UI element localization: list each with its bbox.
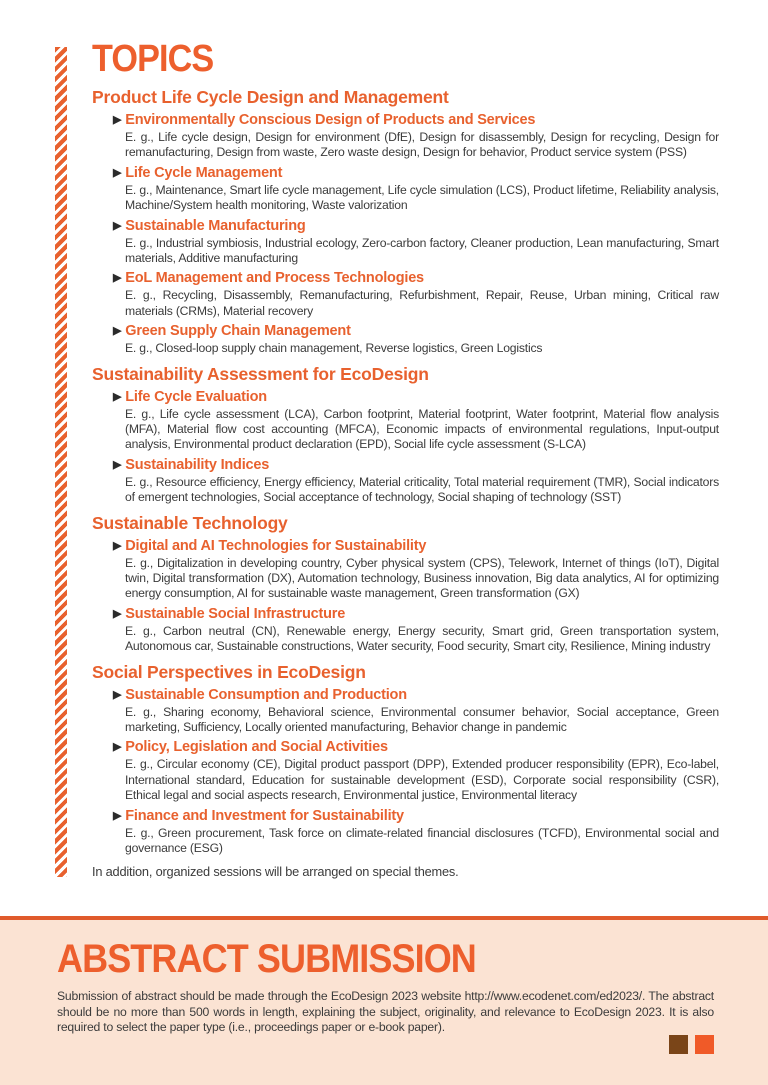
topic-item-title-text: Life Cycle Evaluation [125, 388, 267, 405]
triangle-bullet-icon: ▶ [113, 325, 122, 338]
triangle-bullet-icon: ▶ [113, 539, 122, 552]
triangle-bullet-icon: ▶ [113, 219, 122, 232]
topic-examples: E. g., Industrial symbiosis, Industrial ecology, Zero-carbon factory, Cleaner production, Lean manufacturing, Smart materials, Additive manufacturing [125, 235, 719, 265]
topic-item-title [113, 687, 718, 704]
topic-item-title [113, 165, 718, 182]
topic-examples: E. g., Maintenance, Smart life cycle management, Life cycle simulation (LCS), Product lifetime, Reliability analysis, Machine/System health monitoring, Waste valorization [125, 182, 719, 213]
organized-sessions-note: In addition, organized sessions will be arranged on special themes. [92, 864, 459, 880]
topic-examples: E. g., Circular economy (CE), Digital product passport (DPP), Extended producer responsibility (EPR), Eco-label, International standard, Education for sustainable development (ESD), Corporate social responsibility (CSR), Ethical legal and social aspects research, Environmental justice, Environmental literacy [125, 757, 719, 803]
section-heading: Sustainability Assessment for EcoDesign [92, 363, 429, 384]
topic-examples: E. g., Digitalization in developing country, Cyber physical system (CPS), Telework, Internet of things (IoT), Digital twin, Digital transformation (DX), Automation technology, Business innovation, Big data analytics, AI for optimizing energy consumption, AI for sustainable waste management, Green transformation (GX) [125, 555, 719, 601]
topic-item [92, 112, 718, 161]
page-corner-marks [669, 1035, 714, 1054]
topic-item [92, 323, 718, 356]
topic-item-title [113, 270, 718, 287]
topic-item-title [113, 606, 718, 623]
topic-item-title-text: Finance and Investment for Sustainability [125, 807, 404, 824]
topic-item-title [113, 323, 718, 340]
topic-item-title [113, 538, 718, 555]
topic-item [92, 538, 718, 602]
page-title: TOPICS [92, 38, 214, 80]
abstract-submission-section [0, 920, 768, 1085]
topic-item-title [113, 808, 718, 825]
topic-examples: E. g., Recycling, Disassembly, Remanufacturing, Refurbishment, Repair, Reuse, Urban mining, Critical raw materials (CRMs), Material recovery [125, 288, 719, 318]
topic-item [92, 606, 718, 655]
topic-item-title [113, 389, 718, 406]
topic-examples: E. g., Green procurement, Task force on climate-related financial disclosures (TCFD), Environmental social and governance (ESG) [125, 825, 719, 856]
topic-item [92, 457, 718, 506]
topic-examples: E. g., Life cycle design, Design for environment (DfE), Design for disassembly, Design for recycling, Design for remanufacturing, Design from waste, Zero waste design, Design for behavior, Product service system (PSS) [125, 129, 719, 160]
topic-item [92, 808, 718, 857]
topic-item-title-text: Sustainability Indices [125, 456, 270, 473]
topic-item-title-text: Policy, Legislation and Social Activities [125, 739, 388, 756]
topic-item-title [113, 457, 718, 474]
topic-item-title-text: Environmentally Conscious Design of Products and Services [125, 111, 536, 128]
topic-item-title-text: Green Supply Chain Management [125, 323, 351, 340]
topic-item-title-text: Life Cycle Management [125, 164, 283, 181]
abstract-submission-body: Submission of abstract should be made through the EcoDesign 2023 website http://www.ecodenet.com/ed2023/. The abstract should be no more than 500 words in length, explaining the subject, originality, and relevance to EcoDesign 2023. It is also required to select the paper type (i.e., proceedings paper or e-book paper). [57, 989, 714, 1035]
topic-item [92, 687, 718, 736]
topic-examples: E. g., Closed-loop supply chain management, Reverse logistics, Green Logistics [125, 341, 543, 356]
topic-item [92, 270, 718, 319]
section-heading: Sustainable Technology [92, 512, 288, 533]
section-heading: Social Perspectives in EcoDesign [92, 661, 366, 682]
topic-item-title [113, 739, 718, 756]
topic-examples: E. g., Life cycle assessment (LCA), Carbon footprint, Material footprint, Water footprint, Material flow analysis (MFA), Material flow cost accounting (MFCA), Economic impacts of environmental regulations, Input-output analysis, Environmental product declaration (EPD), Social life cycle assessment (S-LCA) [125, 406, 719, 452]
topic-item [92, 389, 718, 453]
triangle-bullet-icon: ▶ [113, 741, 122, 754]
topic-examples: E. g., Resource efficiency, Energy efficiency, Material criticality, Total material requirement (TMR), Social indicators of emergent technologies, Social acceptance of technology, Social shaping of technology (SST) [125, 474, 719, 505]
topic-examples: E. g., Sharing economy, Behavioral science, Environmental consumer behavior, Social acceptance, Green marketing, Sufficiency, Locally oriented manufacturing, Behavior change in pandemic [125, 704, 719, 735]
topic-section [92, 662, 718, 857]
brown-square-decoration [669, 1035, 688, 1054]
triangle-bullet-icon: ▶ [113, 809, 122, 822]
topic-item [92, 739, 718, 803]
topic-examples: E. g., Carbon neutral (CN), Renewable energy, Energy security, Smart grid, Green transportation system, Autonomous car, Sustainable constructions, Water security, Food security, Smart city, Resilience, Mining industry [125, 623, 719, 654]
topic-section [92, 87, 718, 357]
topic-item-title-text: Sustainable Social Infrastructure [125, 605, 346, 622]
topic-item-title [113, 218, 718, 235]
triangle-bullet-icon: ▶ [113, 688, 122, 701]
triangle-bullet-icon: ▶ [113, 458, 122, 471]
section-heading: Product Life Cycle Design and Management [92, 86, 449, 107]
triangle-bullet-icon: ▶ [113, 166, 122, 179]
abstract-submission-title: ABSTRACT SUBMISSION [57, 937, 476, 981]
topic-section [92, 364, 718, 506]
triangle-bullet-icon: ▶ [113, 113, 122, 126]
topic-item-title-text: Sustainable Manufacturing [125, 217, 306, 234]
triangle-bullet-icon: ▶ [113, 272, 122, 285]
topic-item [92, 165, 718, 214]
topics-column [92, 40, 718, 879]
hatched-stripe-decoration [55, 47, 67, 877]
topic-item-title-text: EoL Management and Process Technologies [125, 270, 424, 287]
triangle-bullet-icon: ▶ [113, 390, 122, 403]
topic-item-title-text: Digital and AI Technologies for Sustainability [125, 537, 427, 554]
topic-section [92, 513, 718, 655]
orange-square-decoration [695, 1035, 714, 1054]
topic-item-title [113, 112, 718, 129]
triangle-bullet-icon: ▶ [113, 607, 122, 620]
topic-item-title-text: Sustainable Consumption and Production [125, 686, 407, 703]
topic-item [92, 218, 718, 267]
